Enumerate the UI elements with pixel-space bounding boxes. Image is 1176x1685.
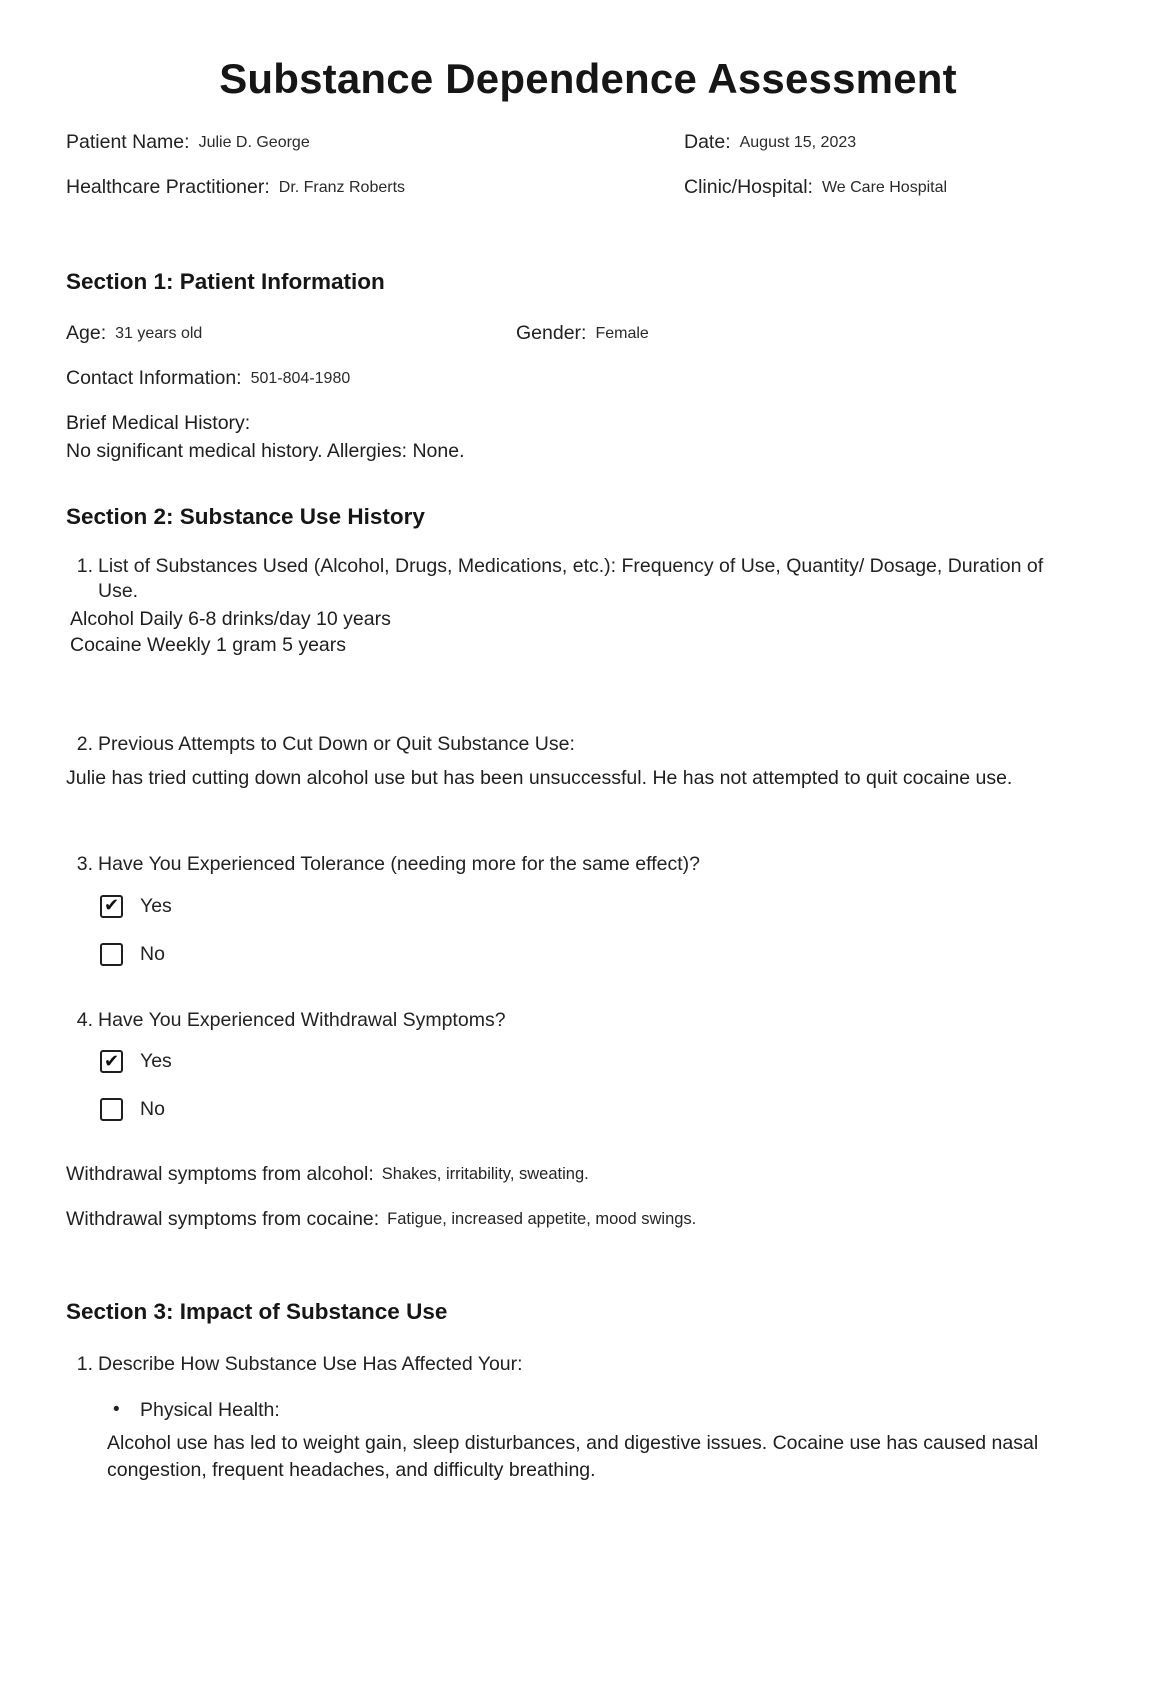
question-3 (66, 852, 1110, 877)
q4-yes-label: Yes (140, 1050, 172, 1072)
withdrawal-alcohol-label: Withdrawal symptoms from alcohol: (66, 1163, 374, 1185)
age-gender-row (66, 321, 1110, 347)
q1-answer-line-1: Alcohol Daily 6-8 drinks/day 10 years (70, 608, 391, 630)
practitioner-value: Dr. Franz Roberts (278, 179, 406, 196)
age-label: Age: (66, 322, 107, 344)
question-4-number: 4. (76, 1008, 93, 1031)
question-2-number: 2. (76, 733, 93, 755)
question-2-text: Previous Attempts to Cut Down or Quit Substance Use: (98, 733, 575, 755)
clinic-value: We Care Hospital (821, 179, 948, 196)
q3-no-label: No (140, 942, 165, 965)
header-row-2 (66, 175, 1110, 201)
physical-health-label: Physical Health: (140, 1398, 280, 1421)
practitioner-field (66, 175, 684, 201)
question-2-answer: Julie has tried cutting down alcohol use but has been unsuccessful. He has not attempted to quit cocaine use. (66, 766, 1013, 789)
page-title: Substance Dependence Assessment (219, 55, 957, 102)
header-row-1 (66, 130, 1110, 156)
withdrawal-cocaine-field (66, 1207, 1110, 1232)
document-page (0, 55, 1176, 1685)
age-value: 31 years old (115, 325, 203, 342)
clinic-label: Clinic/Hospital: (684, 176, 813, 198)
contact-label: Contact Information: (66, 367, 242, 389)
q4-yes-row (100, 1050, 1110, 1073)
physical-health-bullet-row (113, 1398, 1110, 1422)
withdrawal-alcohol-value: Shakes, irritability, sweating. (381, 1165, 589, 1183)
q3-yes-checkbox[interactable]: ✔ (100, 895, 123, 918)
question-3-number: 3. (76, 853, 93, 875)
question-1-answers (70, 606, 1110, 658)
contact-field (66, 366, 1110, 392)
date-label: Date: (684, 131, 731, 153)
physical-health-answer: Alcohol use has led to weight gain, sleep disturbances, and digestive issues. Cocaine use has caused nasal congestion, frequent headaches, and difficulty breathing. (107, 1431, 1039, 1481)
practitioner-label: Healthcare Practitioner: (66, 176, 270, 198)
age-field (66, 321, 516, 347)
question-4-text: Have You Experienced Withdrawal Symptoms? (98, 1008, 506, 1031)
question-2 (66, 732, 1110, 757)
q3-yes-row (100, 895, 1110, 918)
section-1-heading: Section 1: Patient Information (66, 269, 385, 294)
clinic-field (684, 175, 1110, 201)
question-4 (66, 1008, 1110, 1033)
bullet-icon: • (113, 1398, 120, 1420)
s3-question-1-number: 1. (76, 1353, 93, 1375)
q1-answer-line-2: Cocaine Weekly 1 gram 5 years (70, 634, 347, 656)
q3-no-row (100, 943, 1110, 966)
section-3-question-1 (66, 1352, 1110, 1377)
q4-no-row (100, 1098, 1110, 1121)
medical-history-value: No significant medical history. Allergies: None. (66, 440, 465, 462)
section-3-heading: Section 3: Impact of Substance Use (66, 1299, 448, 1324)
medical-history-label: Brief Medical History: (66, 412, 251, 434)
section-2-heading: Section 2: Substance Use History (66, 504, 425, 529)
date-field (684, 130, 1110, 156)
q3-yes-label: Yes (140, 894, 172, 917)
q4-no-label: No (140, 1098, 165, 1120)
q4-no-checkbox[interactable] (100, 1098, 123, 1121)
s3-question-1-text: Describe How Substance Use Has Affected Your: (98, 1353, 523, 1375)
gender-field (516, 321, 1110, 347)
question-1 (66, 554, 1110, 603)
question-3-text: Have You Experienced Tolerance (needing more for the same effect)? (98, 853, 700, 875)
contact-value: 501-804-1980 (250, 370, 351, 387)
gender-value: Female (595, 325, 649, 342)
q3-no-checkbox[interactable] (100, 943, 123, 966)
date-value: August 15, 2023 (739, 134, 857, 151)
withdrawal-alcohol-field (66, 1162, 1110, 1187)
withdrawal-cocaine-value: Fatigue, increased appetite, mood swings. (387, 1210, 697, 1228)
patient-name-label: Patient Name: (66, 131, 190, 153)
gender-label: Gender: (516, 322, 587, 344)
q4-yes-checkbox[interactable]: ✔ (100, 1050, 123, 1073)
question-1-text: List of Substances Used (Alcohol, Drugs, Medications, etc.): Frequency of Use, Quantity/ Dosage, Duration of Use. (98, 555, 1044, 602)
withdrawal-cocaine-label: Withdrawal symptoms from cocaine: (66, 1208, 380, 1230)
patient-name-value: Julie D. George (198, 134, 310, 151)
question-1-number: 1. (76, 555, 93, 577)
patient-name-field (66, 130, 684, 156)
